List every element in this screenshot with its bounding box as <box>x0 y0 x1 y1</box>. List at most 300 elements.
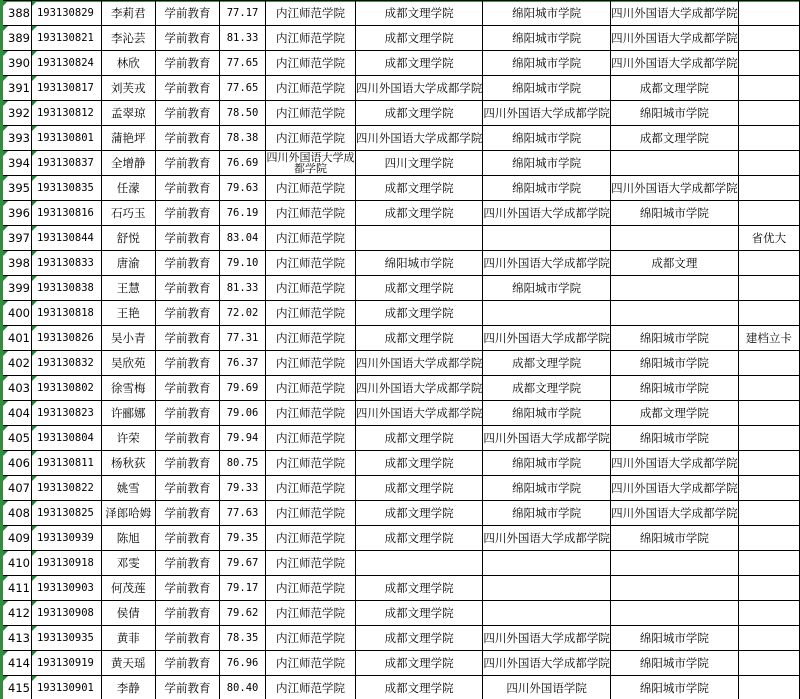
remark-cell[interactable] <box>738 401 799 426</box>
student-name-cell[interactable]: 何茂莲 <box>101 576 156 601</box>
student-id-cell[interactable]: 193130844 <box>31 226 101 251</box>
score-cell[interactable]: 77.63 <box>219 501 265 526</box>
choice-1-cell[interactable]: 内江师范学院 <box>266 401 356 426</box>
row-number-cell[interactable]: 396 <box>2 201 32 226</box>
major-cell[interactable]: 学前教育 <box>156 576 220 601</box>
score-cell[interactable]: 79.67 <box>219 551 265 576</box>
student-id-cell[interactable]: 193130838 <box>31 276 101 301</box>
remark-cell[interactable] <box>738 26 799 51</box>
student-id-cell[interactable]: 193130817 <box>31 76 101 101</box>
row-number-cell[interactable]: 415 <box>2 676 32 699</box>
major-cell[interactable]: 学前教育 <box>156 651 220 676</box>
student-id-cell[interactable]: 193130802 <box>31 376 101 401</box>
table-body <box>2 1 800 699</box>
major-cell[interactable]: 学前教育 <box>156 451 220 476</box>
choice-3-cell[interactable]: 绵阳城市学院 <box>483 76 611 101</box>
choice-3-cell[interactable] <box>483 551 611 576</box>
choice-2-cell[interactable]: 成都文理学院 <box>355 526 483 551</box>
choice-2-cell[interactable]: 四川外国语大学成都学院 <box>355 351 483 376</box>
remark-cell[interactable] <box>738 626 799 651</box>
remark-cell[interactable] <box>738 576 799 601</box>
choice-4-cell[interactable]: 成都文理学院 <box>610 126 738 151</box>
choice-3-cell[interactable]: 绵阳城市学院 <box>483 1 611 26</box>
row-number-cell[interactable]: 391 <box>2 76 32 101</box>
table-row <box>2 501 800 526</box>
choice-2-cell[interactable]: 成都文理学院 <box>355 651 483 676</box>
student-id-cell[interactable]: 193130811 <box>31 451 101 476</box>
choice-2-cell[interactable]: 四川外国语大学成都学院 <box>355 401 483 426</box>
student-name-cell[interactable]: 王艳 <box>101 301 156 326</box>
choice-1-cell[interactable]: 内江师范学院 <box>266 26 356 51</box>
major-cell[interactable]: 学前教育 <box>156 376 220 401</box>
row-number-cell[interactable]: 406 <box>2 451 32 476</box>
row-number-cell[interactable]: 388 <box>2 1 32 26</box>
student-name-cell[interactable]: 李沁芸 <box>101 26 156 51</box>
choice-3-cell[interactable] <box>483 576 611 601</box>
student-name-cell[interactable]: 孟翠琼 <box>101 101 156 126</box>
row-number-cell[interactable]: 399 <box>2 276 32 301</box>
student-name-cell[interactable]: 任濛 <box>101 176 156 201</box>
table-row <box>2 1 800 26</box>
row-number-cell[interactable]: 412 <box>2 601 32 626</box>
score-cell[interactable]: 78.38 <box>219 126 265 151</box>
row-number-cell[interactable]: 411 <box>2 576 32 601</box>
score-cell[interactable]: 77.65 <box>219 76 265 101</box>
student-name-cell[interactable]: 许郦娜 <box>101 401 156 426</box>
choice-1-cell[interactable]: 内江师范学院 <box>266 651 356 676</box>
student-id-cell[interactable]: 193130919 <box>31 651 101 676</box>
remark-cell[interactable] <box>738 251 799 276</box>
choice-4-cell[interactable]: 绵阳城市学院 <box>610 676 738 699</box>
table-row <box>2 101 800 126</box>
row-number-cell[interactable]: 392 <box>2 101 32 126</box>
choice-2-cell[interactable]: 成都文理学院 <box>355 626 483 651</box>
score-cell[interactable]: 83.04 <box>219 226 265 251</box>
choice-4-cell[interactable]: 绵阳城市学院 <box>610 651 738 676</box>
choice-3-cell[interactable]: 四川外国语大学成都学院 <box>483 201 611 226</box>
row-number-cell[interactable]: 401 <box>2 326 32 351</box>
choice-1-cell[interactable]: 内江师范学院 <box>266 76 356 101</box>
choice-3-cell[interactable]: 绵阳城市学院 <box>483 126 611 151</box>
major-cell[interactable]: 学前教育 <box>156 226 220 251</box>
choice-1-cell[interactable]: 内江师范学院 <box>266 351 356 376</box>
student-name-cell[interactable]: 许荣 <box>101 426 156 451</box>
choice-4-cell[interactable] <box>610 601 738 626</box>
score-cell[interactable]: 81.33 <box>219 276 265 301</box>
score-cell[interactable]: 77.65 <box>219 51 265 76</box>
row-number-cell[interactable]: 409 <box>2 526 32 551</box>
choice-1-cell[interactable]: 内江师范学院 <box>266 101 356 126</box>
choice-1-cell[interactable]: 内江师范学院 <box>266 526 356 551</box>
row-number-cell[interactable]: 405 <box>2 426 32 451</box>
student-name-cell[interactable]: 王慧 <box>101 276 156 301</box>
choice-1-cell[interactable]: 内江师范学院 <box>266 676 356 699</box>
table-row <box>2 551 800 576</box>
choice-2-cell[interactable] <box>355 551 483 576</box>
row-number-cell[interactable]: 407 <box>2 476 32 501</box>
row-number-cell[interactable]: 413 <box>2 626 32 651</box>
student-id-cell[interactable]: 193130903 <box>31 576 101 601</box>
choice-4-cell[interactable]: 四川外国语大学成都学院 <box>610 26 738 51</box>
choice-4-cell[interactable]: 绵阳城市学院 <box>610 626 738 651</box>
choice-1-cell[interactable]: 内江师范学院 <box>266 426 356 451</box>
student-name-cell[interactable]: 舒悦 <box>101 226 156 251</box>
choice-3-cell[interactable] <box>483 226 611 251</box>
score-cell[interactable]: 79.94 <box>219 426 265 451</box>
choice-4-cell[interactable]: 四川外国语大学成都学院 <box>610 51 738 76</box>
choice-2-cell[interactable]: 成都文理学院 <box>355 476 483 501</box>
table-row <box>2 151 800 176</box>
choice-3-cell[interactable]: 四川外国语大学成都学院 <box>483 251 611 276</box>
choice-1-cell[interactable]: 内江师范学院 <box>266 501 356 526</box>
choice-3-cell[interactable]: 四川外国语大学成都学院 <box>483 101 611 126</box>
remark-cell[interactable] <box>738 501 799 526</box>
major-cell[interactable]: 学前教育 <box>156 551 220 576</box>
major-cell[interactable]: 学前教育 <box>156 151 220 176</box>
major-cell[interactable]: 学前教育 <box>156 326 220 351</box>
choice-4-cell[interactable]: 绵阳城市学院 <box>610 376 738 401</box>
student-name-cell[interactable]: 蒲艳坪 <box>101 126 156 151</box>
choice-4-cell[interactable]: 绵阳城市学院 <box>610 526 738 551</box>
choice-3-cell[interactable]: 绵阳城市学院 <box>483 51 611 76</box>
row-number-cell[interactable]: 398 <box>2 251 32 276</box>
score-cell[interactable]: 78.50 <box>219 101 265 126</box>
major-cell[interactable]: 学前教育 <box>156 301 220 326</box>
choice-4-cell[interactable] <box>610 226 738 251</box>
table-row <box>2 276 800 301</box>
choice-4-cell[interactable] <box>610 151 738 176</box>
student-name-cell[interactable]: 姚雪 <box>101 476 156 501</box>
student-id-cell[interactable]: 193130908 <box>31 601 101 626</box>
remark-cell[interactable]: 建档立卡 <box>738 326 799 351</box>
choice-2-cell[interactable]: 成都文理学院 <box>355 201 483 226</box>
remark-cell[interactable] <box>738 351 799 376</box>
choice-2-cell[interactable]: 成都文理学院 <box>355 276 483 301</box>
choice-1-cell[interactable]: 内江师范学院 <box>266 1 356 26</box>
student-name-cell[interactable]: 吴欣苑 <box>101 351 156 376</box>
score-cell[interactable]: 78.35 <box>219 626 265 651</box>
table-row <box>2 576 800 601</box>
student-id-cell[interactable]: 193130822 <box>31 476 101 501</box>
choice-3-cell[interactable]: 四川外国语大学成都学院 <box>483 326 611 351</box>
major-cell[interactable]: 学前教育 <box>156 176 220 201</box>
student-id-cell[interactable]: 193130824 <box>31 51 101 76</box>
choice-2-cell[interactable]: 成都文理学院 <box>355 101 483 126</box>
choice-4-cell[interactable] <box>610 551 738 576</box>
student-name-cell[interactable]: 李莉君 <box>101 1 156 26</box>
row-number-cell[interactable]: 414 <box>2 651 32 676</box>
choice-3-cell[interactable] <box>483 301 611 326</box>
score-cell[interactable]: 77.17 <box>219 1 265 26</box>
choice-3-cell[interactable]: 绵阳城市学院 <box>483 476 611 501</box>
table-row <box>2 676 800 699</box>
student-name-cell[interactable]: 石巧玉 <box>101 201 156 226</box>
major-cell[interactable]: 学前教育 <box>156 101 220 126</box>
score-cell[interactable]: 79.63 <box>219 176 265 201</box>
major-cell[interactable]: 学前教育 <box>156 276 220 301</box>
table-row <box>2 651 800 676</box>
choice-2-cell[interactable]: 成都文理学院 <box>355 326 483 351</box>
major-cell[interactable]: 学前教育 <box>156 76 220 101</box>
choice-3-cell[interactable]: 绵阳城市学院 <box>483 451 611 476</box>
choice-1-cell[interactable]: 内江师范学院 <box>266 51 356 76</box>
student-id-cell[interactable]: 193130801 <box>31 126 101 151</box>
student-name-cell[interactable]: 杨秋荻 <box>101 451 156 476</box>
choice-2-cell[interactable]: 四川外国语大学成都学院 <box>355 376 483 401</box>
choice-1-cell[interactable]: 内江师范学院 <box>266 626 356 651</box>
choice-3-cell[interactable]: 绵阳城市学院 <box>483 176 611 201</box>
student-id-cell[interactable]: 193130835 <box>31 176 101 201</box>
choice-2-cell[interactable]: 成都文理学院 <box>355 601 483 626</box>
student-id-cell[interactable]: 193130833 <box>31 251 101 276</box>
major-cell[interactable]: 学前教育 <box>156 351 220 376</box>
choice-2-cell[interactable]: 四川外国语大学成都学院 <box>355 76 483 101</box>
choice-1-cell[interactable]: 内江师范学院 <box>266 226 356 251</box>
score-cell[interactable]: 79.17 <box>219 576 265 601</box>
score-cell[interactable]: 81.33 <box>219 26 265 51</box>
major-cell[interactable]: 学前教育 <box>156 501 220 526</box>
row-number-cell[interactable]: 400 <box>2 301 32 326</box>
choice-2-cell[interactable]: 成都文理学院 <box>355 51 483 76</box>
row-number-cell[interactable]: 393 <box>2 126 32 151</box>
choice-4-cell[interactable]: 四川外国语大学成都学院 <box>610 501 738 526</box>
remark-cell[interactable] <box>738 1 799 26</box>
score-cell[interactable]: 76.37 <box>219 351 265 376</box>
student-id-cell[interactable]: 193130812 <box>31 101 101 126</box>
score-cell[interactable]: 79.33 <box>219 476 265 501</box>
remark-cell[interactable] <box>738 201 799 226</box>
choice-4-cell[interactable]: 四川外国语大学成都学院 <box>610 451 738 476</box>
choice-4-cell[interactable]: 绵阳城市学院 <box>610 101 738 126</box>
choice-3-cell[interactable]: 四川外国语学院 <box>483 676 611 699</box>
choice-1-cell[interactable]: 内江师范学院 <box>266 476 356 501</box>
student-id-cell[interactable]: 193130918 <box>31 551 101 576</box>
remark-cell[interactable] <box>738 276 799 301</box>
choice-2-cell[interactable]: 成都文理学院 <box>355 576 483 601</box>
major-cell[interactable]: 学前教育 <box>156 126 220 151</box>
score-cell[interactable]: 77.31 <box>219 326 265 351</box>
row-number-cell[interactable]: 390 <box>2 51 32 76</box>
choice-4-cell[interactable] <box>610 576 738 601</box>
choice-4-cell[interactable]: 四川外国语大学成都学院 <box>610 476 738 501</box>
row-number-cell[interactable]: 408 <box>2 501 32 526</box>
row-number-cell[interactable]: 397 <box>2 226 32 251</box>
choice-3-cell[interactable]: 成都文理学院 <box>483 351 611 376</box>
student-name-cell[interactable]: 黄天瑶 <box>101 651 156 676</box>
choice-3-cell[interactable] <box>483 601 611 626</box>
table-row <box>2 301 800 326</box>
student-name-cell[interactable]: 李静 <box>101 676 156 699</box>
choice-1-cell[interactable]: 内江师范学院 <box>266 301 356 326</box>
remark-cell[interactable] <box>738 51 799 76</box>
choice-3-cell[interactable]: 四川外国语大学成都学院 <box>483 651 611 676</box>
student-id-cell[interactable]: 193130825 <box>31 501 101 526</box>
choice-3-cell[interactable]: 成都文理学院 <box>483 376 611 401</box>
student-name-cell[interactable]: 黄菲 <box>101 626 156 651</box>
table-row <box>2 426 800 451</box>
choice-4-cell[interactable]: 四川外国语大学成都学院 <box>610 176 738 201</box>
choice-4-cell[interactable] <box>610 301 738 326</box>
choice-4-cell[interactable]: 绵阳城市学院 <box>610 201 738 226</box>
student-name-cell[interactable]: 侯倩 <box>101 601 156 626</box>
remark-cell[interactable] <box>738 376 799 401</box>
remark-cell[interactable] <box>738 526 799 551</box>
choice-3-cell[interactable]: 绵阳城市学院 <box>483 276 611 301</box>
remark-cell[interactable] <box>738 451 799 476</box>
choice-4-cell[interactable]: 绵阳城市学院 <box>610 326 738 351</box>
major-cell[interactable]: 学前教育 <box>156 26 220 51</box>
choice-1-cell[interactable]: 内江师范学院 <box>266 276 356 301</box>
score-cell[interactable]: 80.75 <box>219 451 265 476</box>
score-cell[interactable]: 79.69 <box>219 376 265 401</box>
remark-cell[interactable] <box>738 551 799 576</box>
score-cell[interactable]: 79.35 <box>219 526 265 551</box>
choice-1-cell[interactable]: 内江师范学院 <box>266 201 356 226</box>
choice-3-cell[interactable]: 绵阳城市学院 <box>483 501 611 526</box>
row-number-cell[interactable]: 410 <box>2 551 32 576</box>
choice-4-cell[interactable]: 绵阳城市学院 <box>610 351 738 376</box>
choice-4-cell[interactable]: 成都文理 <box>610 251 738 276</box>
remark-cell[interactable] <box>738 176 799 201</box>
choice-1-cell[interactable]: 四川外国语大学成都学院 <box>266 151 355 175</box>
student-id-cell[interactable]: 193130939 <box>31 526 101 551</box>
remark-cell[interactable] <box>738 426 799 451</box>
student-name-cell[interactable]: 林欣 <box>101 51 156 76</box>
major-cell[interactable]: 学前教育 <box>156 426 220 451</box>
table-row <box>2 51 800 76</box>
student-name-cell[interactable]: 陈旭 <box>101 526 156 551</box>
student-name-cell[interactable]: 唐渝 <box>101 251 156 276</box>
choice-1-cell[interactable]: 内江师范学院 <box>266 376 356 401</box>
table-row <box>2 351 800 376</box>
choice-1-cell[interactable]: 内江师范学院 <box>266 601 356 626</box>
choice-2-cell[interactable]: 成都文理学院 <box>355 501 483 526</box>
student-name-cell[interactable]: 邓雯 <box>101 551 156 576</box>
choice-2-cell[interactable]: 成都文理学院 <box>355 426 483 451</box>
student-name-cell[interactable]: 全增静 <box>101 151 156 176</box>
score-cell[interactable]: 72.02 <box>219 301 265 326</box>
choice-4-cell[interactable]: 成都文理学院 <box>610 76 738 101</box>
major-cell[interactable]: 学前教育 <box>156 251 220 276</box>
choice-1-cell[interactable]: 内江师范学院 <box>266 176 356 201</box>
choice-2-cell[interactable]: 成都文理学院 <box>355 676 483 699</box>
student-name-cell[interactable]: 刘芙戎 <box>101 76 156 101</box>
remark-cell[interactable] <box>738 676 799 699</box>
score-cell[interactable]: 76.69 <box>219 151 265 176</box>
student-id-cell[interactable]: 193130901 <box>31 676 101 699</box>
table-row <box>2 201 800 226</box>
choice-3-cell[interactable]: 四川外国语大学成都学院 <box>483 526 611 551</box>
score-cell[interactable]: 79.06 <box>219 401 265 426</box>
remark-cell[interactable] <box>738 126 799 151</box>
choice-2-cell[interactable]: 成都文理学院 <box>355 301 483 326</box>
table-row <box>2 376 800 401</box>
remark-cell[interactable] <box>738 101 799 126</box>
remark-cell[interactable]: 省优大 <box>738 226 799 251</box>
choice-2-cell[interactable]: 四川外国语大学成都学院 <box>355 126 483 151</box>
choice-1-cell[interactable]: 内江师范学院 <box>266 126 356 151</box>
major-cell[interactable]: 学前教育 <box>156 401 220 426</box>
score-cell[interactable]: 76.19 <box>219 201 265 226</box>
choice-1-cell[interactable]: 内江师范学院 <box>266 576 356 601</box>
remark-cell[interactable] <box>738 151 799 176</box>
row-number-cell[interactable]: 402 <box>2 351 32 376</box>
student-id-cell[interactable]: 193130823 <box>31 401 101 426</box>
student-id-cell[interactable]: 193130829 <box>31 1 101 26</box>
table-row <box>2 626 800 651</box>
row-number-cell[interactable]: 404 <box>2 401 32 426</box>
remark-cell[interactable] <box>738 476 799 501</box>
choice-4-cell[interactable]: 四川外国语大学成都学院 <box>610 1 738 26</box>
student-id-cell[interactable]: 193130935 <box>31 626 101 651</box>
choice-1-cell[interactable]: 内江师范学院 <box>266 551 356 576</box>
remark-cell[interactable] <box>738 651 799 676</box>
choice-2-cell[interactable]: 成都文理学院 <box>355 1 483 26</box>
major-cell[interactable]: 学前教育 <box>156 201 220 226</box>
student-id-cell[interactable]: 193130826 <box>31 326 101 351</box>
major-cell[interactable]: 学前教育 <box>156 601 220 626</box>
table-row <box>2 401 800 426</box>
row-number-cell[interactable]: 394 <box>2 151 32 176</box>
student-id-cell[interactable]: 193130804 <box>31 426 101 451</box>
major-cell[interactable]: 学前教育 <box>156 51 220 76</box>
table-row <box>2 476 800 501</box>
score-cell[interactable]: 76.96 <box>219 651 265 676</box>
student-id-cell[interactable]: 193130832 <box>31 351 101 376</box>
choice-1-cell[interactable]: 内江师范学院 <box>266 326 356 351</box>
choice-3-cell[interactable]: 绵阳城市学院 <box>483 401 611 426</box>
student-id-cell[interactable]: 193130837 <box>31 151 101 176</box>
choice-2-cell[interactable]: 四川文理学院 <box>355 151 483 176</box>
major-cell[interactable]: 学前教育 <box>156 1 220 26</box>
choice-2-cell[interactable]: 成都文理学院 <box>355 451 483 476</box>
choice-4-cell[interactable]: 绵阳城市学院 <box>610 426 738 451</box>
student-name-cell[interactable]: 泽郎哈姆 <box>101 501 156 526</box>
remark-cell[interactable] <box>738 601 799 626</box>
row-number-cell[interactable]: 389 <box>2 26 32 51</box>
choice-2-cell[interactable] <box>355 226 483 251</box>
choice-4-cell[interactable] <box>610 276 738 301</box>
student-name-cell[interactable]: 徐雪梅 <box>101 376 156 401</box>
student-id-cell[interactable]: 193130816 <box>31 201 101 226</box>
choice-1-cell[interactable]: 内江师范学院 <box>266 451 356 476</box>
choice-2-cell[interactable]: 绵阳城市学院 <box>355 251 483 276</box>
choice-1-cell[interactable]: 内江师范学院 <box>266 251 356 276</box>
score-cell[interactable]: 80.40 <box>219 676 265 699</box>
choice-4-cell[interactable]: 成都文理学院 <box>610 401 738 426</box>
student-name-cell[interactable]: 吴小青 <box>101 326 156 351</box>
major-cell[interactable]: 学前教育 <box>156 626 220 651</box>
choice-2-cell[interactable]: 成都文理学院 <box>355 176 483 201</box>
student-id-cell[interactable]: 193130818 <box>31 301 101 326</box>
major-cell[interactable]: 学前教育 <box>156 526 220 551</box>
choice-3-cell[interactable]: 四川外国语大学成都学院 <box>483 626 611 651</box>
major-cell[interactable]: 学前教育 <box>156 676 220 699</box>
major-cell[interactable]: 学前教育 <box>156 476 220 501</box>
remark-cell[interactable] <box>738 301 799 326</box>
choice-3-cell[interactable]: 绵阳城市学院 <box>483 151 611 176</box>
student-id-cell[interactable]: 193130821 <box>31 26 101 51</box>
choice-2-cell[interactable]: 成都文理学院 <box>355 26 483 51</box>
choice-3-cell[interactable]: 绵阳城市学院 <box>483 26 611 51</box>
score-cell[interactable]: 79.62 <box>219 601 265 626</box>
choice-3-cell[interactable]: 四川外国语大学成都学院 <box>483 426 611 451</box>
table-row <box>2 326 800 351</box>
row-number-cell[interactable]: 395 <box>2 176 32 201</box>
remark-cell[interactable] <box>738 76 799 101</box>
row-number-cell[interactable]: 403 <box>2 376 32 401</box>
score-cell[interactable]: 79.10 <box>219 251 265 276</box>
